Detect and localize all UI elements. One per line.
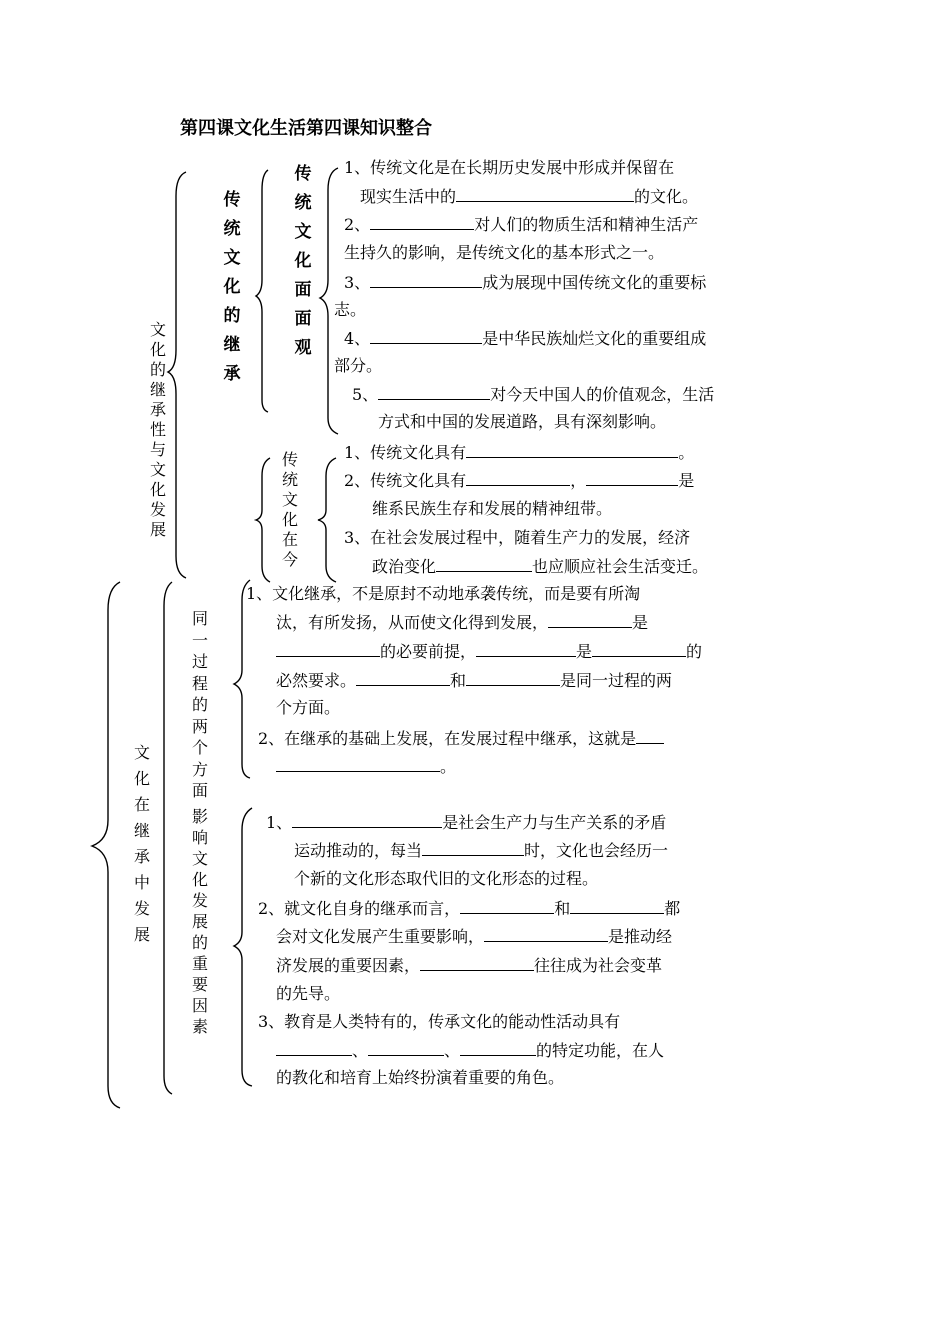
sub1-label [221,186,243,389]
vertical-char: 面 [191,781,208,800]
vertical-char: 的 [149,360,166,379]
vertical-char: 承 [149,400,166,419]
vertical-char: 响 [191,828,208,847]
zj-item-2-line1: 2、传统文化具有 ， 是 [344,471,695,490]
vertical-char: 发 [133,899,150,918]
vertical-char: 展 [191,912,208,931]
mm-item-3-line1: 3、 成为展现中国传统文化的重要标 [344,273,707,292]
ty-line-7: 。 [276,756,456,777]
vertical-char: 继 [133,821,150,840]
mm-item-4-line1: 4、 是中华民族灿烂文化的重要组成 [344,329,707,348]
zj-item-2-line2: 维系民族生存和发展的精神纽带。 [372,499,613,518]
vertical-char: 化 [281,510,298,529]
vertical-char: 因 [191,996,208,1015]
ty-line-6: 2、在继承的基础上发展，在发展过程中继承，这就是 [258,728,664,749]
vertical-char: 的 [191,695,208,714]
yx-line-9: 、 、 的特定功能，在人 [276,1040,664,1061]
vertical-char: 文 [223,248,241,268]
vertical-char: 文 [149,320,166,339]
yx-line-1: 1、 是社会生产力与生产关系的矛盾 [266,813,667,832]
brace-tongyi [234,580,250,778]
ty-line-3: 的必要前提， 是 的 [276,641,702,662]
vertical-char: 同 [191,609,208,628]
brace-section2 [92,582,120,1108]
ty-line-5: 个方面。 [276,698,341,717]
vertical-char: 文 [294,222,312,242]
vertical-char: 展 [149,520,166,539]
brace-section1 [168,172,186,578]
mm-item-3-line2: 志。 [334,300,367,319]
zj-item-3-line2: 政治变化 也应顺应社会生活变迁。 [372,557,709,576]
vertical-char: 面 [294,280,312,300]
mm-item-5-line2: 方式和中国的发展道路，具有深刻影响。 [378,412,667,431]
page-title: 第四课文化生活第四课知识整合 [180,118,432,139]
yx-line-2: 运动推动的，每当 时，文化也会经历一 [294,841,669,860]
vertical-char: 化 [191,870,208,889]
vertical-char: 发 [149,500,166,519]
vertical-char: 继 [223,335,241,355]
brace-zaijin-outer [256,458,270,582]
vertical-char: 化 [149,340,166,359]
vertical-char: 化 [133,769,150,788]
vertical-char: 在 [281,530,298,549]
yingxiang-label [190,806,210,1037]
vertical-char: 化 [223,277,241,297]
brace-sub1 [256,170,268,412]
mm-item-1-line2: 现实生活中的 的文化。 [360,187,699,206]
yx-line-6: 济发展的重要因素， 往往成为社会变革 [276,956,663,975]
vertical-char: 面 [294,309,312,329]
vertical-char: 文 [133,743,150,762]
vertical-char: 观 [294,338,312,358]
section1-label [148,320,168,540]
vertical-char: 两 [191,716,208,736]
vertical-char: 继 [149,380,166,399]
yx-line-3: 个新的文化形态取代旧的文化形态的过程。 [294,869,599,888]
ty-line-1: 1、文化继承，不是原封不动地承袭传统，而是要有所淘 [246,584,641,603]
mm-item-4-line2: 部分。 [334,356,383,375]
vertical-char: 传 [281,450,298,469]
vertical-char: 承 [133,847,150,866]
vertical-char: 的 [223,306,241,326]
vertical-char: 化 [294,251,312,271]
mm-item-1-line1: 1、传统文化是在长期历史发展中形成并保留在 [344,158,675,177]
section2-label [132,740,152,948]
brace-zaijin-inner [318,458,336,582]
brace-yingxiang [234,808,252,1086]
zj-item-3-line1: 3、在社会发展过程中，随着生产力的发展，经济 [344,528,691,547]
vertical-char: 文 [149,460,166,479]
vertical-char: 统 [281,470,298,489]
vertical-char: 文 [281,490,298,509]
vertical-char: 统 [294,193,312,213]
vertical-char: 素 [191,1017,208,1036]
vertical-char: 影 [191,807,208,826]
ty-line-4: 必然要求。 和 是同一过程的两 [276,671,673,690]
mm-item-5-line1: 5、 对今天中国人的价值观念，生活 [352,385,715,404]
vertical-char: 程 [191,673,208,693]
vertical-char: 一 [191,630,208,650]
vertical-char: 文 [191,849,208,868]
vertical-char: 化 [149,480,166,499]
vertical-char: 要 [191,975,208,994]
vertical-char: 今 [281,550,298,569]
mm-item-2-line1: 2、 对人们的物质生活和精神生活产 [344,215,699,234]
vertical-char: 性 [149,420,166,439]
vertical-char: 个 [191,738,208,757]
vertical-char: 传 [294,164,312,184]
ty-line-2: 汰，有所发扬，从而使文化得到发展， 是 [276,613,649,632]
yx-line-4: 2、就文化自身的继承而言， 和 都 [258,899,681,918]
vertical-char: 与 [149,440,166,459]
vertical-char: 统 [223,219,241,239]
yx-line-5: 会对文化发展产生重要影响， 是推动经 [276,927,673,946]
vertical-char: 方 [191,759,208,779]
vertical-char: 展 [133,925,150,944]
vertical-char: 的 [191,933,208,952]
zj-item-1: 1、传统文化具有 。 [344,443,695,462]
brace-section2-mid [164,582,172,1094]
vertical-char: 传 [223,190,241,210]
yx-line-10: 的教化和培育上始终扮演着重要的角色。 [276,1068,565,1087]
vertical-char: 中 [133,873,150,892]
vertical-char: 过 [191,652,208,671]
yx-line-7: 的先导。 [276,984,341,1003]
mianmianguan-label [292,160,314,363]
mm-item-2-line2: 生持久的影响，是传统文化的基本形式之一。 [344,243,665,262]
vertical-char: 发 [191,891,208,910]
vertical-char: 重 [191,954,208,973]
zaijin-label [280,450,300,570]
vertical-char: 在 [133,795,150,814]
tongyi-label [190,608,210,802]
vertical-char: 承 [223,364,241,384]
yx-line-8: 3、教育是人类特有的，传承文化的能动性活动具有 [258,1012,621,1031]
